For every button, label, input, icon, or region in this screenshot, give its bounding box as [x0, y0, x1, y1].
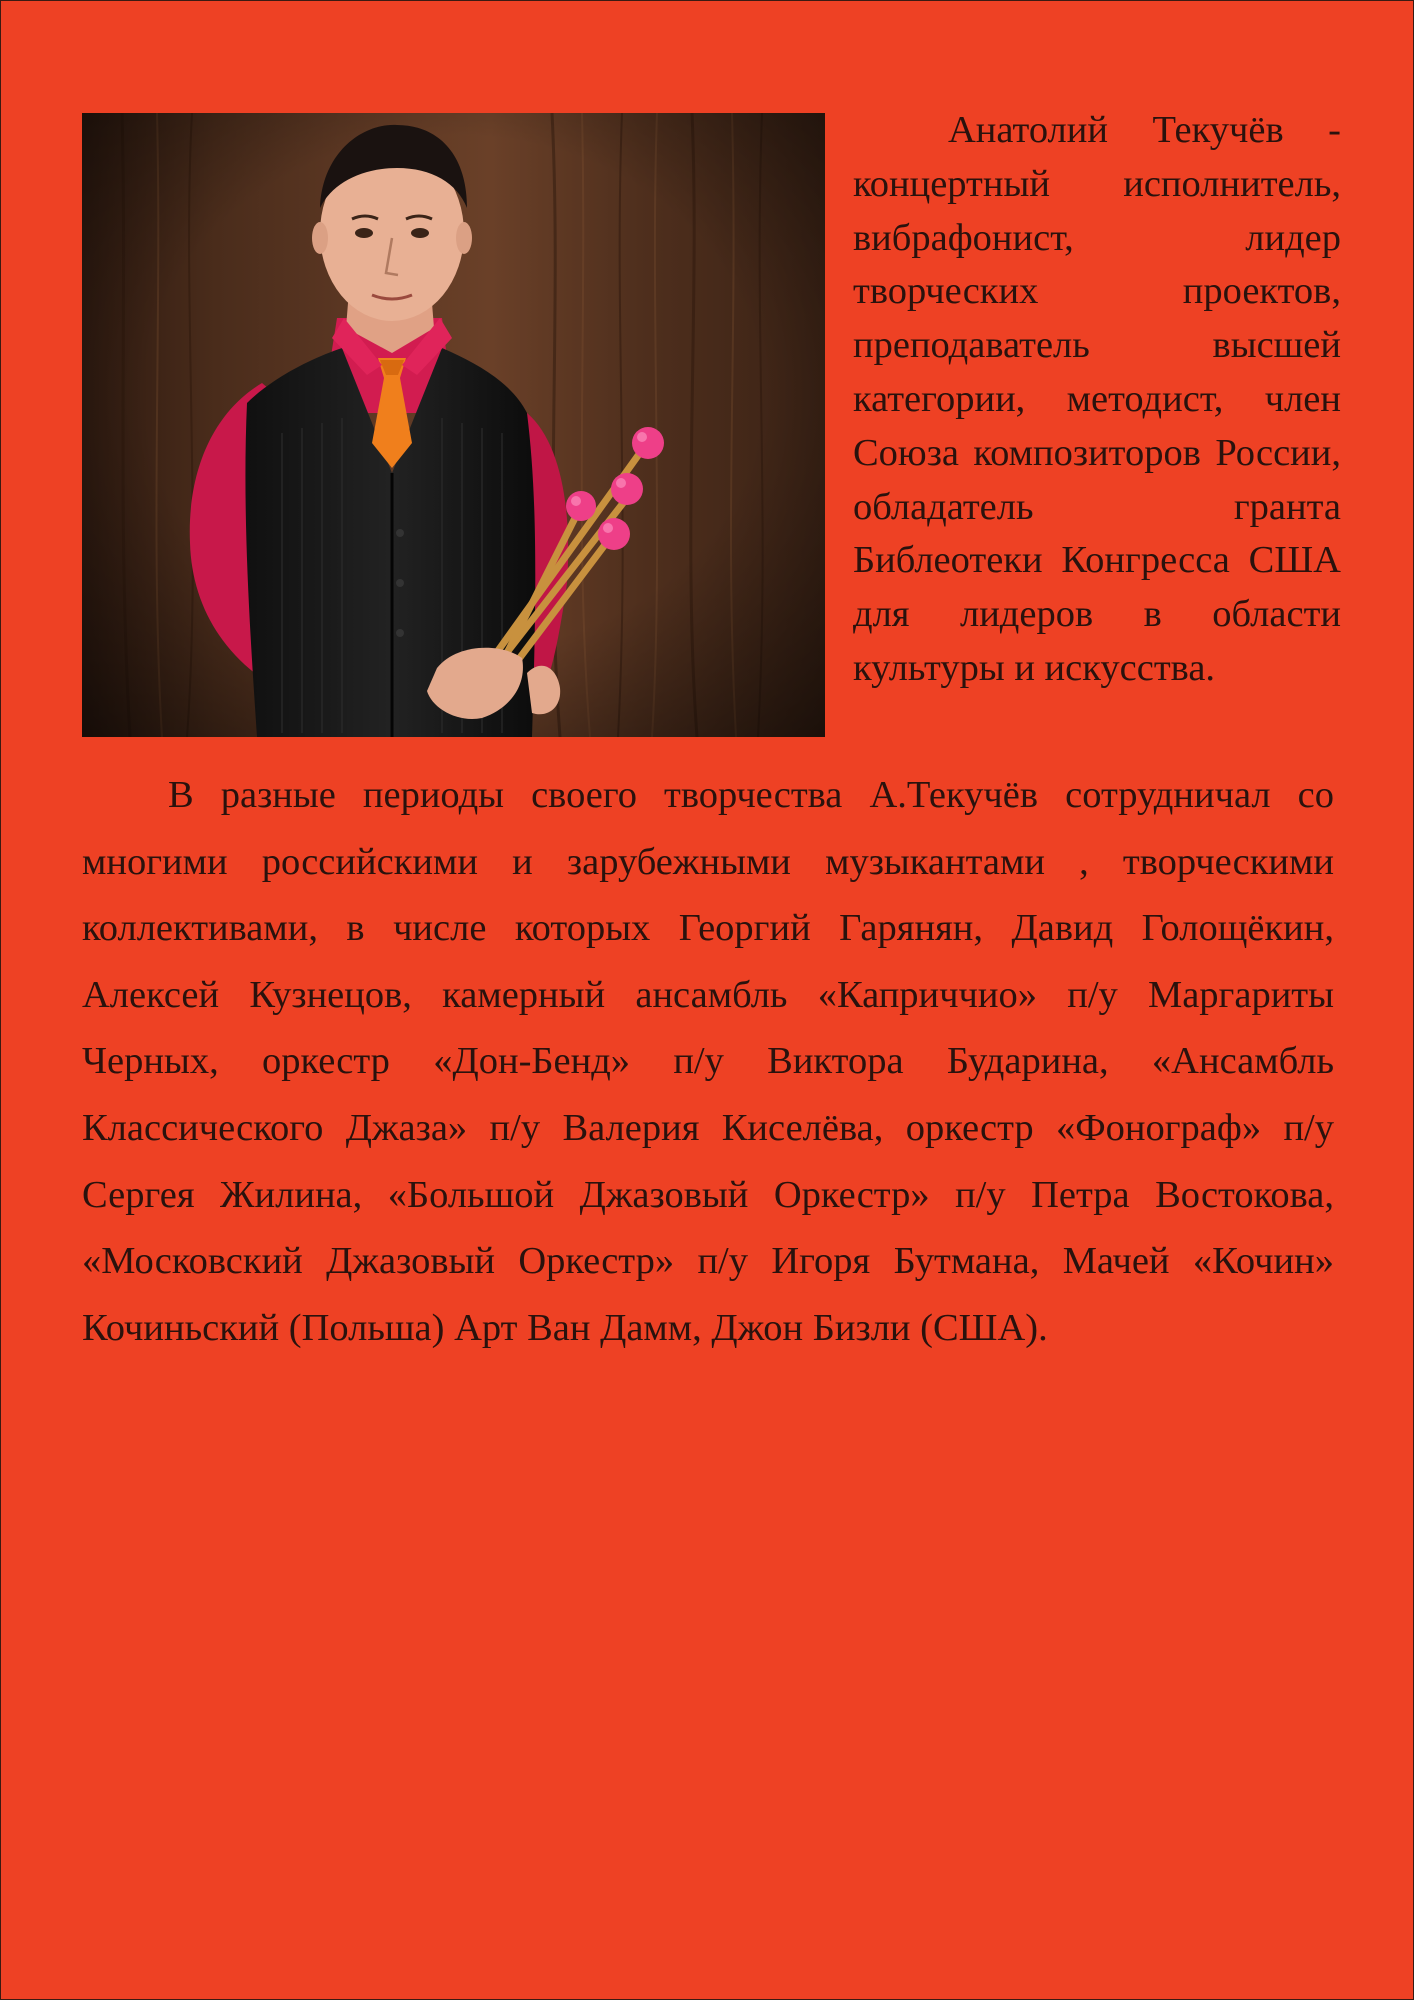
collaborations-paragraph: В разные периоды своего творчества А.Текучёв сотрудничал со многими российскими и зарубежными музыкантами , творческими коллективами, в числе которых Георгий Гарянян, Давид Голощёкин, Алексей Кузнецов, камерный ансамбль «Каприччио» п/у Маргариты Черных, оркестр «Дон-Бенд» п/у Виктора Бударина, «Ансамбль Классического Джаза» п/у Валерия Киселёва, оркестр «Фонограф» п/у Сергея Жилина, «Большой Джазовый Оркестр» п/у Петра Востокова, «Московский Джазовый Оркестр» п/у Игоря Бутмана, Мачей «Кочин» Кочиньский (Польша) Арт Ван Дамм, Джон Бизли (США).: [82, 774, 1334, 1349]
portrait-photo: [82, 113, 825, 737]
bio-paragraph: Анатолий Текучёв - концертный исполнитель, вибрафонист, лидер творческих проектов, преподаватель высшей категории, методист, член Союза композиторов России, обладатель гранта Библеотеки Конгресса США для лидеров в области культуры и искусства.: [853, 109, 1341, 689]
